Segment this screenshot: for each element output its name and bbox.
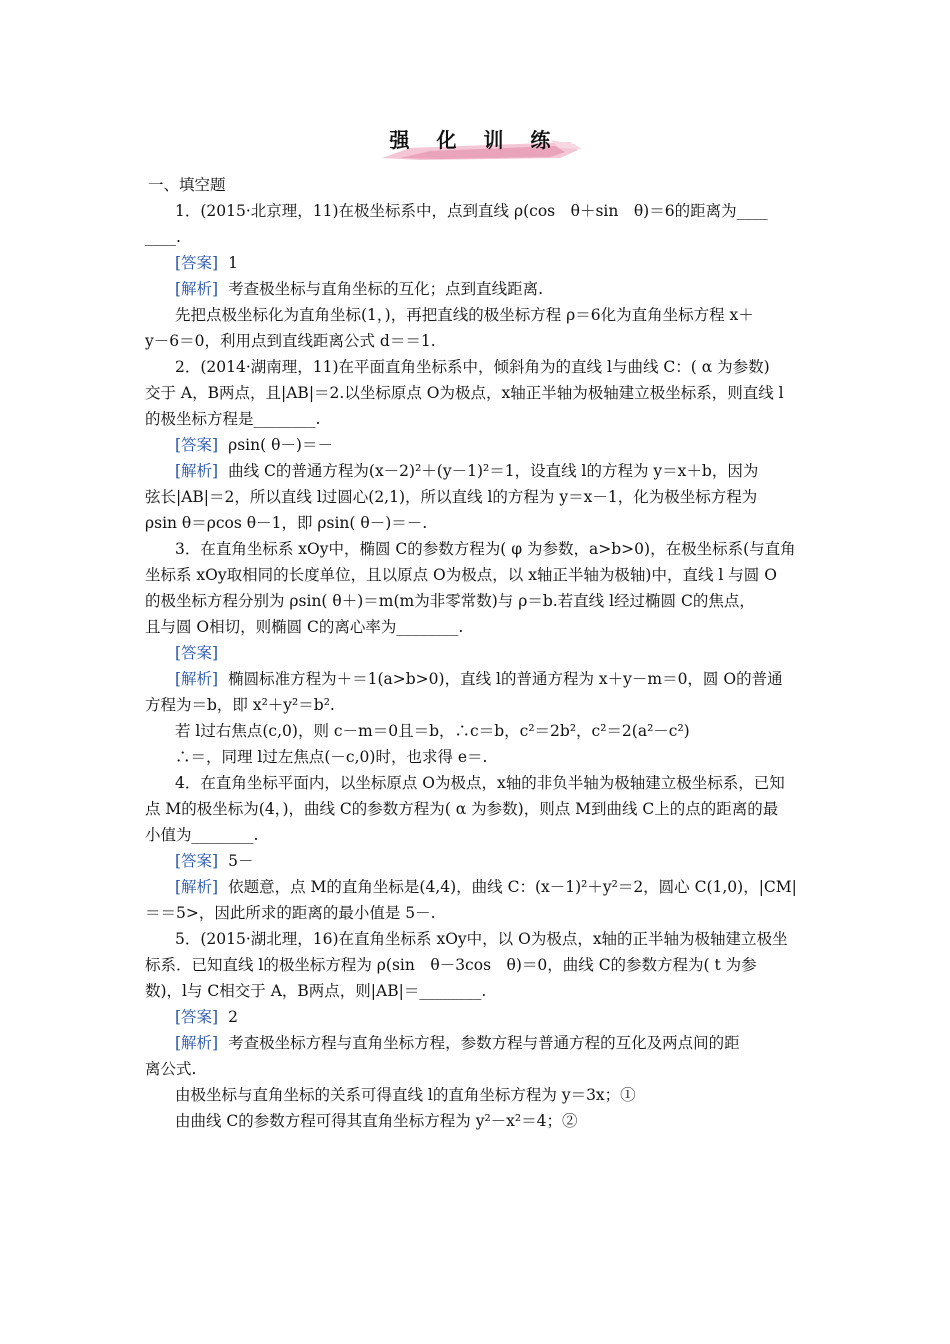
answer-value: 1 bbox=[228, 254, 238, 272]
analysis-text: ρsin θ＝ρcos θ－1，即 ρsin( θ－)＝－. bbox=[145, 514, 428, 532]
document-body bbox=[145, 172, 810, 1134]
answer-value: 5－ bbox=[228, 852, 254, 870]
question-2-text: 2．(2014·湖南理，11)在平面直角坐标系中，倾斜角为的直线 l与曲线 C：( α 为参数) bbox=[175, 358, 770, 376]
analysis-tag: [解析] bbox=[175, 878, 219, 896]
analysis-tag: [解析] bbox=[175, 280, 219, 298]
analysis-text: 椭圆标准方程为＋＝1(a>b>0)，直线 l的普通方程为 x＋y－m＝0，圆 O的普通 bbox=[228, 670, 783, 688]
analysis-text: 先把点极坐标化为直角坐标(1，)，再把直线的极坐标方程 ρ＝6化为直角坐标方程 x＋ bbox=[175, 306, 754, 324]
analysis-text: ＝＝5>，因此所求的距离的最小值是 5－. bbox=[145, 904, 436, 922]
question-3-text: 3．在直角坐标系 xOy中，椭圆 C的参数方程为( φ 为参数，a>b>0)，在极坐标系(与直角 bbox=[175, 540, 796, 558]
analysis-text: 曲线 C的普通方程为(x－2)²＋(y－1)²＝1，设直线 l的方程为 y＝x＋b，因为 bbox=[228, 462, 759, 480]
question-1-analysis bbox=[145, 276, 810, 302]
analysis-text: 考查极坐标与直角坐标的互化；点到直线距离. bbox=[228, 280, 544, 298]
question-2-text: 的极坐标方程是________. bbox=[145, 410, 321, 428]
analysis-text: ∴＝，同理 l过左焦点(－c,0)时，也求得 e＝. bbox=[175, 748, 488, 766]
question-1-text: 1．(2015·北京理，11)在极坐标系中，点到直线 ρ(cos θ＋sin θ)＝6的距离为____ bbox=[175, 202, 768, 220]
answer-value: ρsin( θ－)＝－ bbox=[228, 436, 333, 454]
answer-tag: [答案] bbox=[175, 644, 219, 662]
analysis-text: 依题意，点 M的直角坐标是(4,4)，曲线 C：(x－1)²＋y²＝2，圆心 C(1,0)，|CM| bbox=[228, 878, 797, 896]
section-heading: 一、填空题 bbox=[148, 176, 226, 194]
question-3-analysis bbox=[145, 666, 810, 692]
question-5-analysis bbox=[145, 1030, 810, 1056]
question-2-analysis bbox=[145, 458, 810, 484]
analysis-text: 弦长|AB|＝2，所以直线 l过圆心(2,1)，所以直线 l的方程为 y＝x－1，化为极坐标方程为 bbox=[145, 488, 758, 506]
page-title: 强 化 训 练 bbox=[389, 128, 561, 152]
question-5-answer bbox=[145, 1004, 810, 1030]
question-5-text: 数)，l与 C相交于 A，B两点，则|AB|＝________. bbox=[145, 982, 487, 1000]
question-2-text: 交于 A，B两点，且|AB|＝2.以坐标原点 O为极点，x轴正半轴为极轴建立极坐标系，则直线 l bbox=[145, 384, 784, 402]
question-4-text: 4．在直角坐标平面内，以坐标原点 O为极点，x轴的非负半轴为极轴建立极坐标系，已知 bbox=[175, 774, 785, 792]
question-4-text: 小值为________. bbox=[145, 826, 259, 844]
analysis-tag: [解析] bbox=[175, 1034, 219, 1052]
question-4-answer bbox=[145, 848, 810, 874]
answer-value: 2 bbox=[228, 1008, 238, 1026]
question-3-text: 且与圆 O相切，则椭圆 C的离心率为________. bbox=[145, 618, 464, 636]
question-4-analysis bbox=[145, 874, 810, 900]
question-5-text: 5．(2015·湖北理，16)在直角坐标系 xOy中，以 O为极点，x轴的正半轴为极轴建立极坐 bbox=[175, 930, 788, 948]
question-3-text: 坐标系 xOy取相同的长度单位，且以原点 O为极点，以 x轴正半轴为极轴)中，直线 l 与圆 O bbox=[145, 566, 777, 584]
question-4-text: 点 M的极坐标为(4，)，曲线 C的参数方程为( α 为参数)，则点 M到曲线 C上的点的距离的最 bbox=[145, 800, 779, 818]
question-2-answer bbox=[145, 432, 810, 458]
question-3-text: 的极坐标方程分别为 ρsin( θ＋)＝m(m为非零常数)与 ρ＝b.若直线 l经过椭圆 C的焦点， bbox=[145, 592, 755, 610]
analysis-text: 方程为＝b，即 x²＋y²＝b². bbox=[145, 696, 335, 714]
analysis-text: 由曲线 C的参数方程可得其直角坐标方程为 y²－x²＝4；② bbox=[175, 1112, 578, 1130]
analysis-text: 考查极坐标方程与直角坐标方程，参数方程与普通方程的互化及两点间的距 bbox=[228, 1034, 740, 1052]
analysis-tag: [解析] bbox=[175, 670, 219, 688]
answer-tag: [答案] bbox=[175, 254, 219, 272]
analysis-tag: [解析] bbox=[175, 462, 219, 480]
question-5-text: 标系．已知直线 l的极坐标方程为 ρ(sin θ－3cos θ)＝0，曲线 C的参数方程为( t 为参 bbox=[145, 956, 757, 974]
analysis-text: 由极坐标与直角坐标的关系可得直线 l的直角坐标方程为 y＝3x；① bbox=[175, 1086, 636, 1104]
title-block bbox=[360, 118, 590, 168]
analysis-text: y－6＝0，利用点到直线距离公式 d＝＝1. bbox=[145, 332, 436, 350]
answer-tag: [答案] bbox=[175, 852, 219, 870]
question-1-answer bbox=[145, 250, 810, 276]
question-1-text: ____. bbox=[145, 228, 181, 246]
question-3-answer bbox=[145, 640, 810, 666]
analysis-text: 若 l过右焦点(c,0)，则 c－m＝0且＝b，∴c＝b，c²＝2b²，c²＝2(a²－c²) bbox=[175, 722, 690, 740]
answer-tag: [答案] bbox=[175, 436, 219, 454]
answer-tag: [答案] bbox=[175, 1008, 219, 1026]
analysis-text: 离公式. bbox=[145, 1060, 197, 1078]
